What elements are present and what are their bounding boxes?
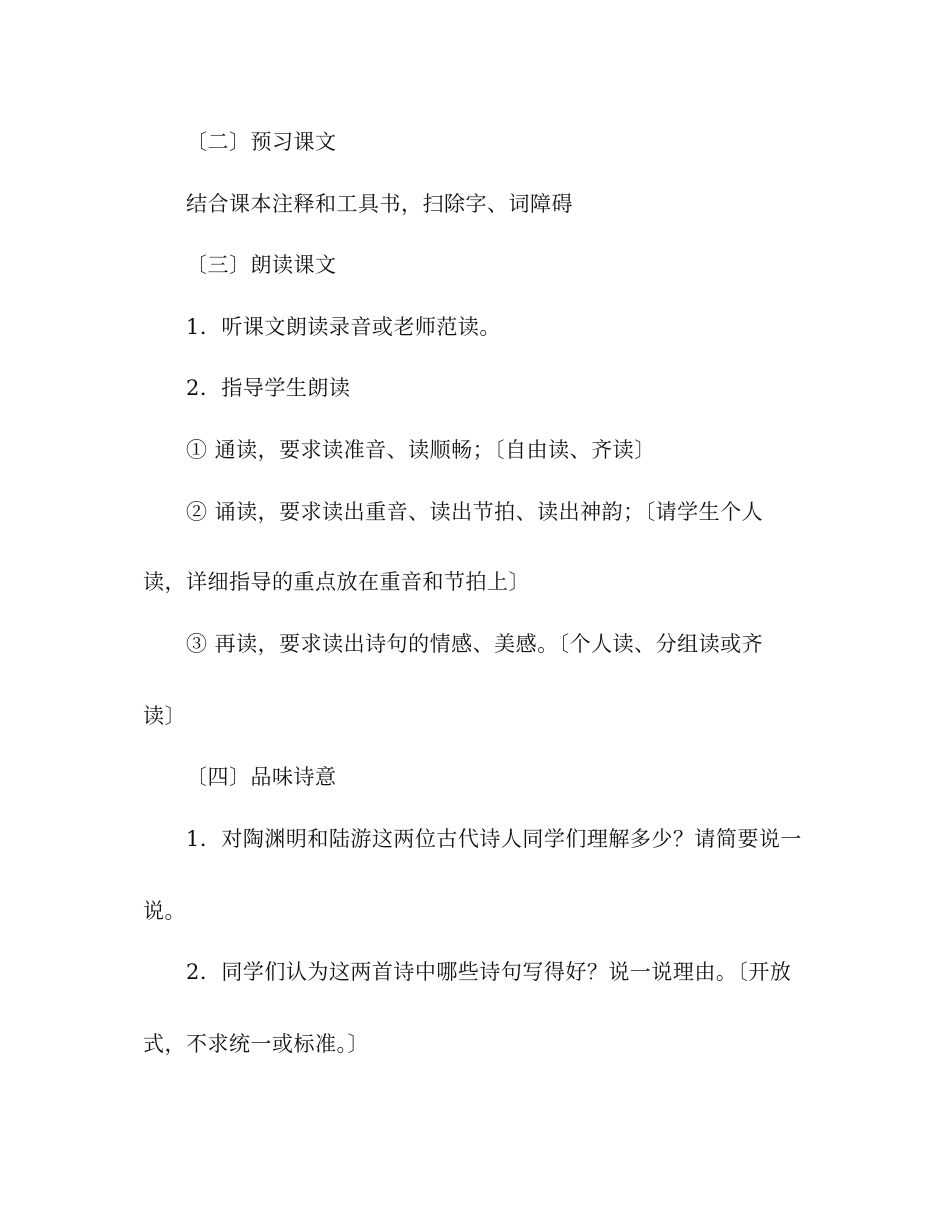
list-item-guide: 2．指导学生朗读	[186, 376, 351, 400]
sub-item-recite-continued: 读，详细指导的重点放在重音和节拍上〕	[143, 570, 530, 594]
paragraph-preview-instruction: 结合课本注释和工具书，扫除字、词障碍	[186, 192, 573, 216]
question-lines-continued: 式，不求统一或标准。〕	[143, 1032, 369, 1056]
sub-item-recite: ② 诵读，要求读出重音、读出节拍、读出神韵；〔请学生个人	[186, 500, 764, 524]
section-heading-preview: 〔二〕预习课文	[186, 130, 337, 154]
question-poets: 1．对陶渊明和陆游这两位古代诗人同学们理解多少？请简要说一	[186, 827, 802, 851]
section-heading-appreciate: 〔四〕品味诗意	[186, 765, 337, 789]
sub-item-reread: ③ 再读，要求读出诗句的情感、美感。〔个人读、分组读或齐	[186, 632, 764, 656]
question-poets-continued: 说。	[143, 899, 186, 923]
sub-item-read-through: ① 通读，要求读准音、读顺畅；〔自由读、齐读〕	[186, 438, 656, 462]
question-lines: 2．同学们认为这两首诗中哪些诗句写得好？说一说理由。〔开放	[186, 960, 792, 984]
section-heading-reading: 〔三〕朗读课文	[186, 253, 337, 277]
sub-item-reread-continued: 读〕	[143, 704, 186, 728]
list-item-listen: 1．听课文朗读录音或老师范读。	[186, 315, 501, 339]
